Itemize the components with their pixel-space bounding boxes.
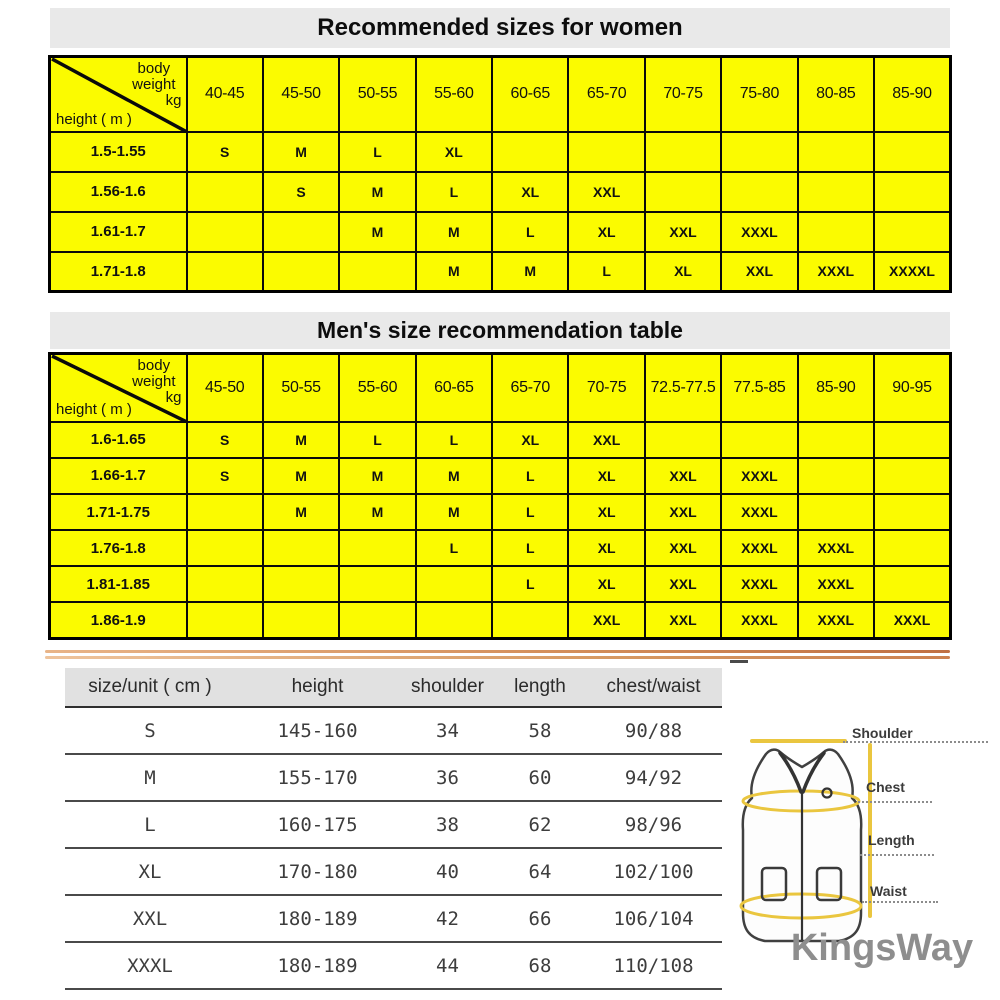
separator-line <box>45 650 950 653</box>
separator-line <box>45 656 950 659</box>
table-row <box>65 895 722 942</box>
measurement-cell: 42 <box>400 895 495 942</box>
size-cell <box>339 252 415 292</box>
chest-measure-label: Chest <box>866 779 905 795</box>
height-row-header: 1.86-1.9 <box>50 602 187 638</box>
weight-column-header: 50-55 <box>339 57 415 132</box>
table-row <box>50 252 951 292</box>
women-size-table <box>48 55 952 293</box>
measurement-cell: 110/108 <box>585 942 722 989</box>
size-cell <box>874 172 950 212</box>
measurement-cell: 40 <box>400 848 495 895</box>
weight-column-header: 65-70 <box>492 354 568 422</box>
size-label-cell: XXL <box>65 895 235 942</box>
size-cell: XL <box>568 458 644 494</box>
shoulder-measure-label: Shoulder <box>852 725 913 741</box>
size-cell: M <box>339 494 415 530</box>
size-cell: XL <box>492 172 568 212</box>
measurement-cell: 44 <box>400 942 495 989</box>
size-cell <box>339 602 415 638</box>
size-cell <box>263 530 339 566</box>
size-cell <box>187 602 263 638</box>
measurement-cell: 34 <box>400 707 495 754</box>
size-label-cell: M <box>65 754 235 801</box>
men-table-title: Men's size recommendation table <box>50 312 950 349</box>
measurement-cell: 145-160 <box>235 707 400 754</box>
measurement-cell: 102/100 <box>585 848 722 895</box>
height-row-header: 1.71-1.8 <box>50 252 187 292</box>
table-row <box>50 132 951 172</box>
height-row-header: 1.76-1.8 <box>50 530 187 566</box>
table-row <box>65 754 722 801</box>
measurement-cell: 38 <box>400 801 495 848</box>
size-cell: XL <box>645 252 721 292</box>
size-cell: S <box>187 422 263 458</box>
size-cell: XXL <box>645 530 721 566</box>
weight-column-header: 60-65 <box>492 57 568 132</box>
weight-column-header: 70-75 <box>568 354 644 422</box>
size-cell <box>187 494 263 530</box>
size-cell: XL <box>568 530 644 566</box>
size-cell <box>721 132 797 172</box>
size-cell <box>645 172 721 212</box>
size-cell <box>721 422 797 458</box>
size-cell <box>645 132 721 172</box>
size-cell: XXL <box>645 494 721 530</box>
weight-column-header: 90-95 <box>874 354 950 422</box>
size-cell <box>874 530 950 566</box>
size-cell: L <box>492 566 568 602</box>
size-cell: XXL <box>568 422 644 458</box>
size-cell: S <box>187 132 263 172</box>
size-cell <box>645 422 721 458</box>
measurement-cell: 180-189 <box>235 895 400 942</box>
size-cell <box>798 458 874 494</box>
height-row-header: 1.61-1.7 <box>50 212 187 252</box>
table-row <box>65 801 722 848</box>
measurement-cell: 64 <box>495 848 585 895</box>
table-row <box>65 848 722 895</box>
size-cell <box>798 172 874 212</box>
brand-logo: KingsWay <box>790 927 974 969</box>
size-cell: M <box>416 212 492 252</box>
size-cell <box>187 566 263 602</box>
table-row <box>65 942 722 989</box>
measurement-cell: 68 <box>495 942 585 989</box>
weight-column-header: 55-60 <box>416 57 492 132</box>
size-cell: M <box>339 172 415 212</box>
size-detail-table <box>65 668 722 990</box>
measurement-cell: 62 <box>495 801 585 848</box>
height-row-header: 1.56-1.6 <box>50 172 187 212</box>
height-row-header: 1.5-1.55 <box>50 132 187 172</box>
size-cell: XXXL <box>798 252 874 292</box>
size-cell <box>492 602 568 638</box>
size-cell: XL <box>492 422 568 458</box>
size-cell <box>798 422 874 458</box>
measurement-cell: 170-180 <box>235 848 400 895</box>
size-cell: L <box>568 252 644 292</box>
table-row <box>50 530 951 566</box>
corner-weight-label: body weight kg <box>132 60 182 109</box>
measurement-cell: 58 <box>495 707 585 754</box>
size-cell: L <box>339 132 415 172</box>
size-cell <box>568 132 644 172</box>
weight-column-header: 70-75 <box>645 57 721 132</box>
size-cell: L <box>492 494 568 530</box>
weight-column-header: 75-80 <box>721 57 797 132</box>
measurement-cell: 106/104 <box>585 895 722 942</box>
size-cell: XXL <box>645 458 721 494</box>
size-cell: M <box>263 494 339 530</box>
height-row-header: 1.81-1.85 <box>50 566 187 602</box>
size-cell: M <box>339 458 415 494</box>
size-cell: XXL <box>645 212 721 252</box>
table-row <box>50 422 951 458</box>
size-cell <box>187 212 263 252</box>
weight-column-header: 80-85 <box>798 57 874 132</box>
size-cell: L <box>492 530 568 566</box>
measurement-cell: 160-175 <box>235 801 400 848</box>
measurement-cell: 94/92 <box>585 754 722 801</box>
size-cell: XXXL <box>798 602 874 638</box>
measurement-cell: 90/88 <box>585 707 722 754</box>
weight-column-header: 55-60 <box>339 354 415 422</box>
size-cell: XXXXL <box>874 252 950 292</box>
size-cell <box>874 458 950 494</box>
size-cell: M <box>263 458 339 494</box>
size-cell: XXXL <box>874 602 950 638</box>
size-cell: XXL <box>721 252 797 292</box>
size-cell: XL <box>568 494 644 530</box>
size-cell: M <box>416 494 492 530</box>
height-row-header: 1.71-1.75 <box>50 494 187 530</box>
size-cell: XXXL <box>798 566 874 602</box>
size-cell <box>263 252 339 292</box>
size-cell: M <box>416 252 492 292</box>
size-cell <box>187 172 263 212</box>
table-row <box>50 494 951 530</box>
height-row-header: 1.66-1.7 <box>50 458 187 494</box>
weight-column-header: 85-90 <box>798 354 874 422</box>
size-label-cell: L <box>65 801 235 848</box>
size-cell <box>798 132 874 172</box>
size-cell: XXL <box>568 602 644 638</box>
size-cell <box>492 132 568 172</box>
size-cell: XXXL <box>798 530 874 566</box>
size-cell: M <box>263 132 339 172</box>
size-cell: XXXL <box>721 602 797 638</box>
corner-height-label: height ( m ) <box>56 110 132 128</box>
size-cell <box>339 530 415 566</box>
size-cell: XL <box>568 566 644 602</box>
size-cell <box>263 566 339 602</box>
size-cell: XXXL <box>721 458 797 494</box>
weight-column-header: 50-55 <box>263 354 339 422</box>
weight-column-header: 45-50 <box>187 354 263 422</box>
size-cell <box>874 566 950 602</box>
size-cell <box>798 494 874 530</box>
size-cell: M <box>339 212 415 252</box>
measurement-cell: 36 <box>400 754 495 801</box>
women-table-title: Recommended sizes for women <box>50 8 950 48</box>
men-size-table <box>48 352 952 640</box>
waist-measure-label: Waist <box>870 883 907 899</box>
detail-column-header: length <box>495 668 585 707</box>
size-cell: L <box>416 530 492 566</box>
size-cell: L <box>416 422 492 458</box>
size-cell: XL <box>416 132 492 172</box>
measurement-cell: 98/96 <box>585 801 722 848</box>
table-row <box>50 566 951 602</box>
measurement-cell: 180-189 <box>235 942 400 989</box>
detail-column-header: shoulder <box>400 668 495 707</box>
corner-header-cell <box>50 57 187 132</box>
size-cell: L <box>492 212 568 252</box>
size-label-cell: S <box>65 707 235 754</box>
size-cell: M <box>263 422 339 458</box>
weight-column-header: 45-50 <box>263 57 339 132</box>
size-cell: XXXL <box>721 530 797 566</box>
size-cell <box>874 132 950 172</box>
size-cell <box>187 252 263 292</box>
size-cell: XXL <box>568 172 644 212</box>
table-row <box>50 212 951 252</box>
size-cell <box>263 212 339 252</box>
weight-column-header: 40-45 <box>187 57 263 132</box>
corner-weight-label: body weight kg <box>132 357 182 406</box>
size-cell <box>874 422 950 458</box>
weight-column-header: 72.5-77.5 <box>645 354 721 422</box>
length-measure-label: Length <box>868 832 915 848</box>
table-row <box>50 172 951 212</box>
height-row-header: 1.6-1.65 <box>50 422 187 458</box>
size-cell: L <box>339 422 415 458</box>
weight-column-header: 85-90 <box>874 57 950 132</box>
size-cell <box>416 602 492 638</box>
corner-height-label: height ( m ) <box>56 400 132 418</box>
size-cell <box>721 172 797 212</box>
table-row <box>50 602 951 638</box>
measurement-cell: 60 <box>495 754 585 801</box>
size-cell <box>339 566 415 602</box>
measurement-cell: 155-170 <box>235 754 400 801</box>
size-cell: XXL <box>645 566 721 602</box>
table-row <box>65 707 722 754</box>
size-cell: L <box>416 172 492 212</box>
table-row <box>50 458 951 494</box>
size-cell: XXXL <box>721 566 797 602</box>
weight-column-header: 65-70 <box>568 57 644 132</box>
size-label-cell: XL <box>65 848 235 895</box>
size-cell: S <box>263 172 339 212</box>
size-cell: XXL <box>645 602 721 638</box>
detail-column-header: chest/waist <box>585 668 722 707</box>
size-cell: L <box>492 458 568 494</box>
detail-column-header: size/unit ( cm ) <box>65 668 235 707</box>
size-cell <box>416 566 492 602</box>
size-cell: XXXL <box>721 494 797 530</box>
size-cell <box>798 212 874 252</box>
weight-column-header: 77.5-85 <box>721 354 797 422</box>
corner-header-cell <box>50 354 187 422</box>
size-cell: XL <box>568 212 644 252</box>
separator-tick <box>730 660 748 663</box>
size-cell: M <box>416 458 492 494</box>
detail-column-header: height <box>235 668 400 707</box>
size-cell <box>874 212 950 252</box>
size-cell: S <box>187 458 263 494</box>
size-cell <box>874 494 950 530</box>
size-cell <box>263 602 339 638</box>
measurement-cell: 66 <box>495 895 585 942</box>
size-cell: XXXL <box>721 212 797 252</box>
weight-column-header: 60-65 <box>416 354 492 422</box>
size-label-cell: XXXL <box>65 942 235 989</box>
size-cell <box>187 530 263 566</box>
size-cell: M <box>492 252 568 292</box>
